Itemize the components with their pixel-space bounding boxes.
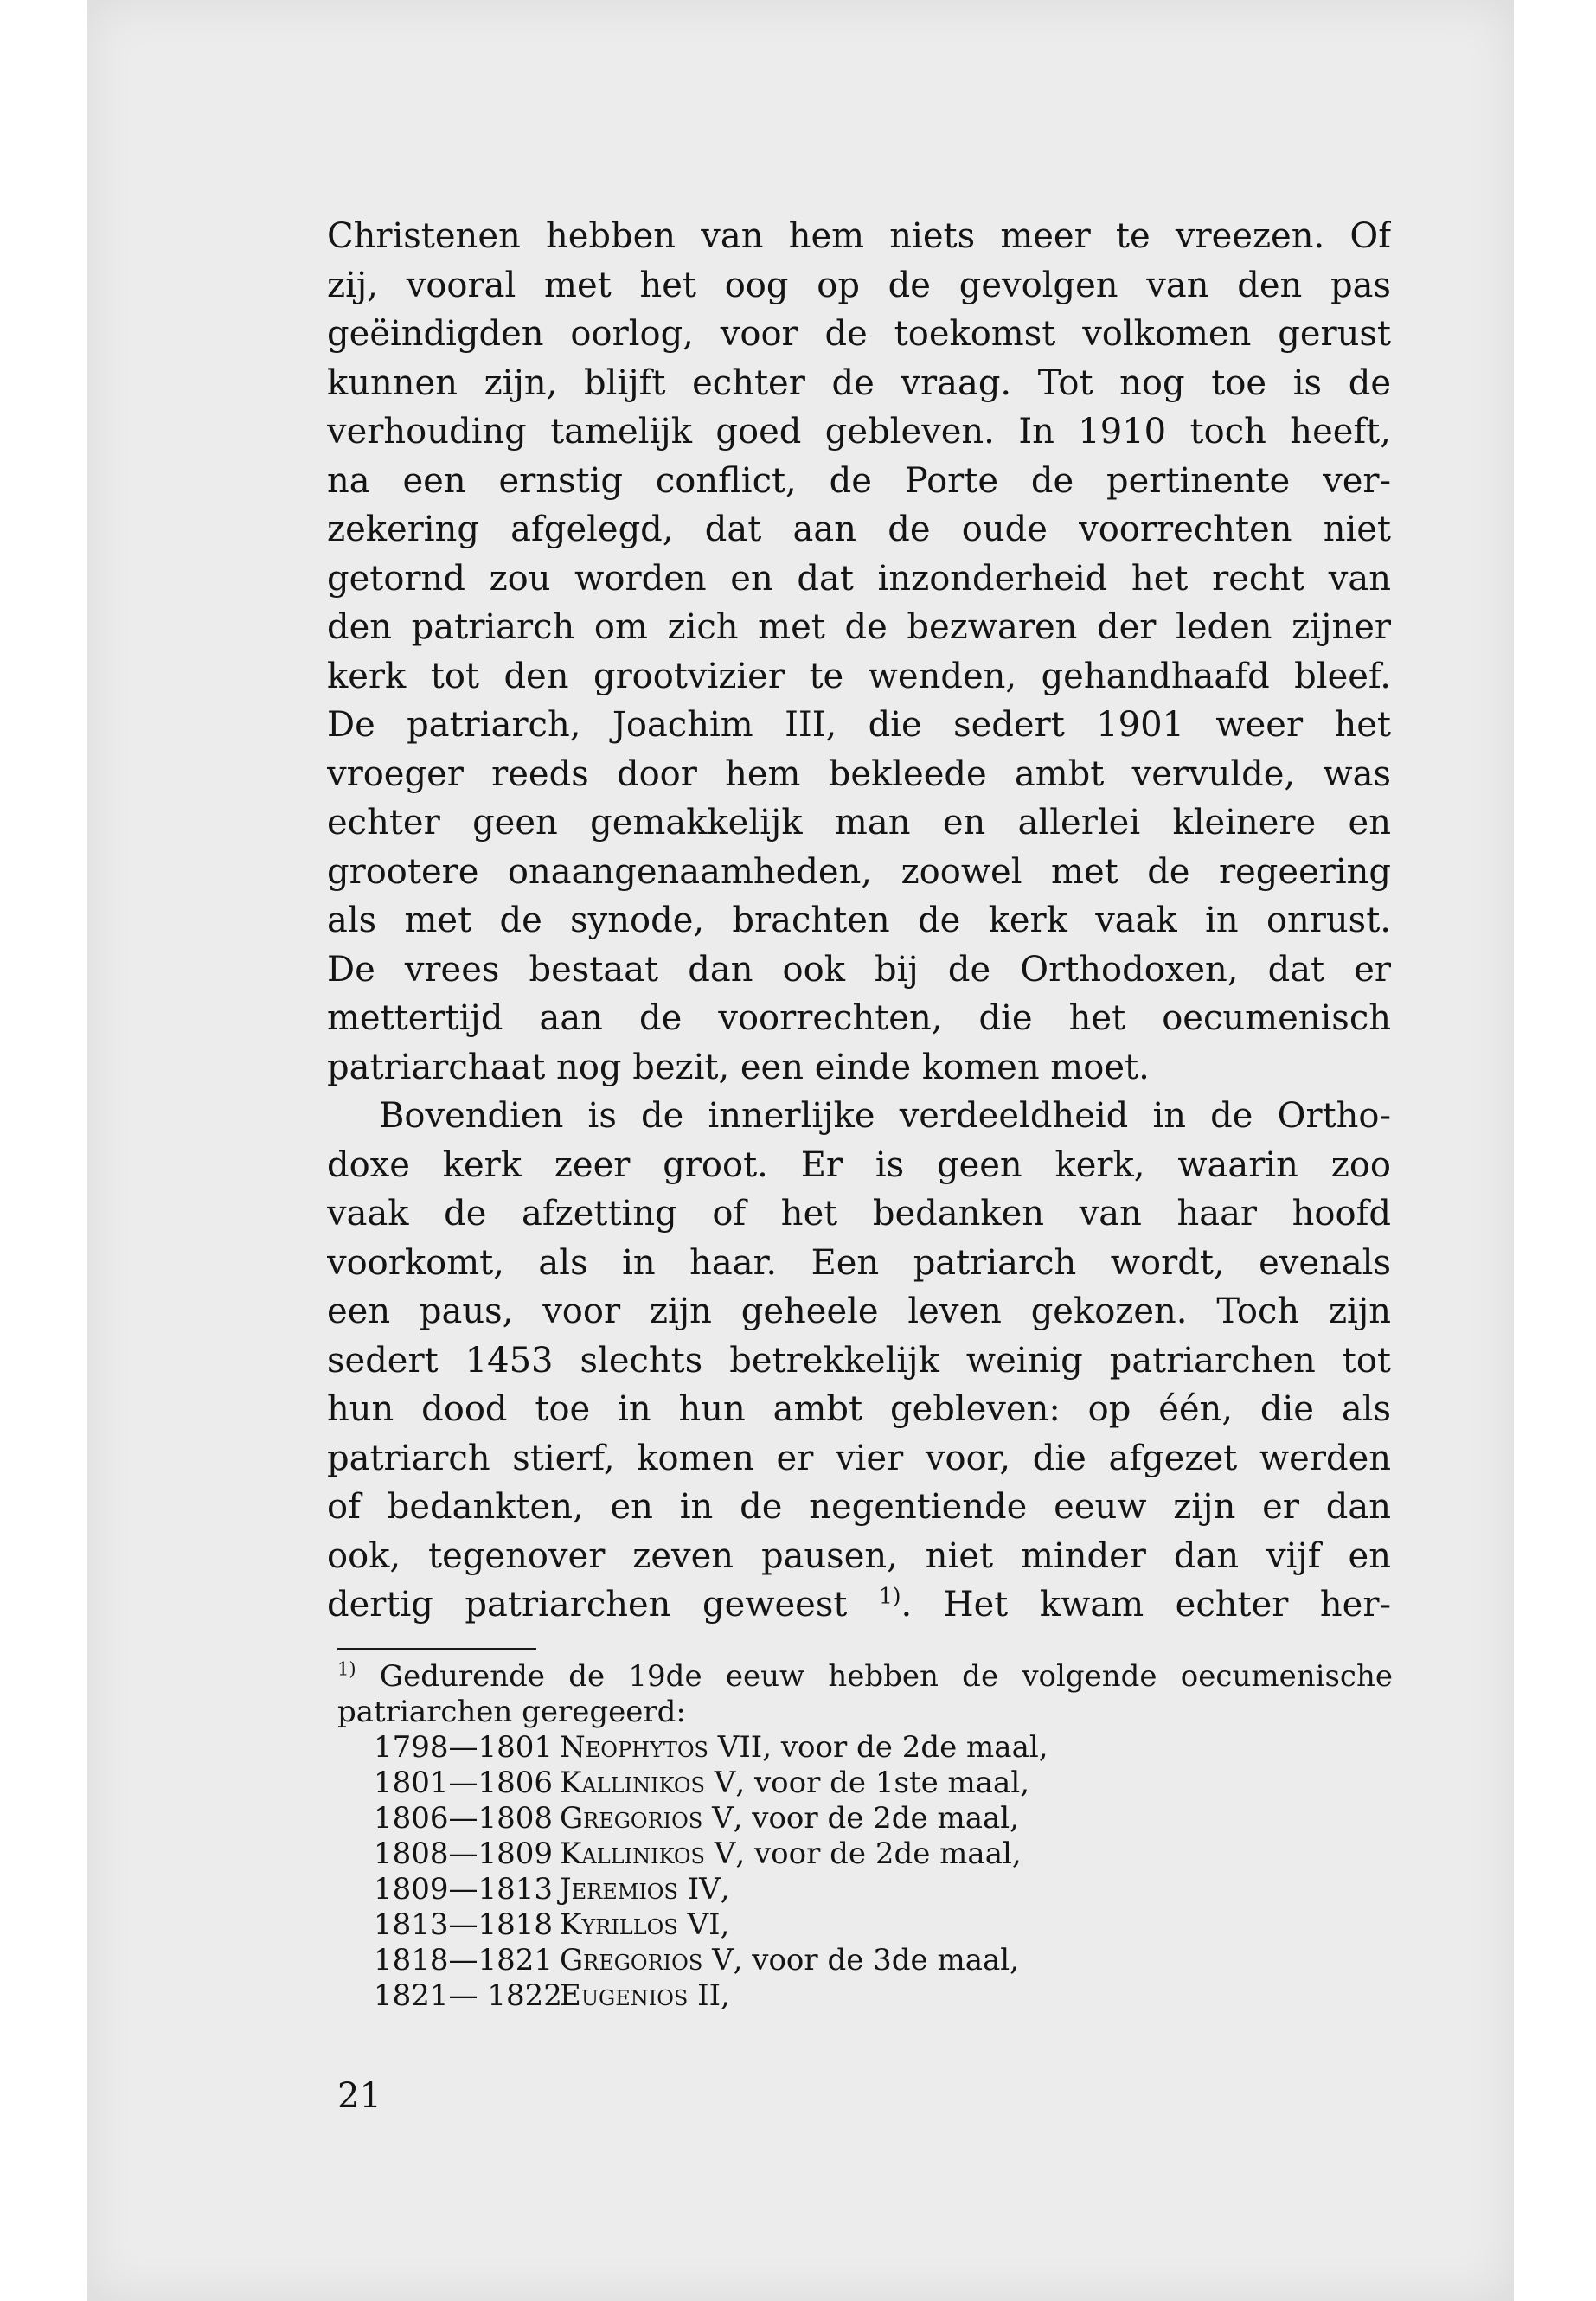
body-line-with-footnote-ref (327, 1580, 1391, 1630)
body-line: vaak de afzetting of het bedanken van haar hoofd (327, 1194, 1391, 1234)
entry-name: Kyrillos VI (560, 1907, 721, 1942)
entry-name: Neophytos VII (560, 1730, 763, 1765)
body-line: een paus, voor zijn geheele leven gekozen. Toch zijn (327, 1292, 1391, 1331)
body-line: geëindigden oorlog, voor de toekomst volkomen gerust (327, 314, 1391, 354)
body-line: patriarch stierf, komen er vier voor, die afgezet werden (327, 1438, 1391, 1478)
body-line: als met de synode, brachten de kerk vaak in onrust. (327, 901, 1391, 940)
body-line: De vrees bestaat dan ook bij de Orthodoxen, dat er (327, 949, 1391, 990)
body-line: kerk tot den grootvizier te wenden, gehandhaafd bleef. (327, 656, 1391, 696)
entry-note: , (720, 1872, 730, 1907)
body-line: of bedankten, en in de negentiende eeuw zijn er dan (327, 1487, 1391, 1527)
entry-years: 1806—1808 (374, 1801, 554, 1836)
entry-name: Gregorios V (560, 1801, 734, 1836)
body-line: mettertijd aan de voorrechten, die het oecumenisch (327, 998, 1391, 1038)
entry-note: , (720, 1907, 730, 1942)
body-line: na een ernstig conflict, de Porte de pertinente ver- (327, 460, 1391, 501)
body-line: ook, tegenover zeven pausen, niet minder dan vijf en (327, 1535, 1391, 1576)
body-line: getornd zou worden en dat inzonderheid het recht van (327, 558, 1391, 599)
body-line: zij, vooral met het oog op de gevolgen van den pas (327, 265, 1391, 305)
body-line: grootere onaangenaamheden, zoowel met de regeering (327, 851, 1391, 892)
footnote-entry (337, 1872, 1393, 1907)
entry-name: Gregorios V (560, 1943, 734, 1977)
entry-note: , voor de 2de maal, (735, 1836, 1022, 1871)
body-line: vroeger reeds door hem bekleede ambt vervulde, was (327, 753, 1391, 794)
body-line: De patriarch, Joachim III, die sedert 1901 weer het (327, 705, 1391, 745)
footnote-entry (337, 1836, 1393, 1872)
entry-note: , voor de 3de maal, (733, 1943, 1019, 1977)
body-line: hun dood toe in hun ambt gebleven: op één, die als (327, 1389, 1391, 1429)
footnote-entry (337, 1766, 1393, 1801)
footnote-intro-line: patriarchen geregeerd: (337, 1695, 686, 1729)
entry-years: 1798—1801 (374, 1730, 554, 1765)
body-line: echter geen gemakkelijk man en allerlei kleinere en (327, 803, 1391, 843)
entry-years: 1821— 1822 (374, 1978, 562, 2013)
entry-years: 1813—1818 (374, 1907, 554, 1942)
footnote-marker: 1) (337, 1657, 356, 1680)
entry-note: , (721, 1978, 730, 2013)
body-line-paragraph-start: Bovendien is de innerlijke verdeeldheid in de Ortho- (379, 1096, 1391, 1136)
footnote-intro-line (337, 1659, 1393, 1695)
body-line-text: dertig patriarchen geweest (327, 1585, 848, 1625)
body-line: sedert 1453 slechts betrekkelijk weinig patriarchen tot (327, 1340, 1391, 1381)
footnote-entry (337, 1801, 1393, 1836)
body-line: kunnen zijn, blijft echter de vraag. Tot nog toe is de (327, 362, 1391, 403)
entry-name: Jeremios IV (560, 1872, 721, 1907)
entry-name: Kallinikos V (560, 1836, 736, 1871)
entry-name: Eugenios II (560, 1978, 721, 2013)
entry-years: 1818—1821 (374, 1943, 554, 1977)
entry-years: 1809—1813 (374, 1872, 554, 1907)
body-line: zekering afgelegd, dat aan de oude voorrechten niet (327, 510, 1391, 549)
body-line: patriarchaat nog bezit, een einde komen moet. (327, 1047, 1150, 1087)
footnote-entry (337, 1730, 1393, 1766)
body-line: voorkomt, als in haar. Een patriarch wordt, evenals (327, 1242, 1391, 1283)
body-text (327, 212, 1391, 1630)
entry-name: Kallinikos V (560, 1766, 736, 1800)
entry-note: , voor de 1ste maal, (735, 1766, 1029, 1800)
body-line-text-after: . Het kwam echter her- (901, 1585, 1391, 1625)
footnote-intro-text: Gedurende de 19de eeuw hebben de volgende oecumenische (379, 1659, 1393, 1694)
footnote-entry (337, 1978, 1393, 2014)
entry-note: , voor de 2de maal, (733, 1801, 1019, 1836)
entry-years: 1801—1806 (374, 1766, 554, 1800)
footnote-entry (337, 1907, 1393, 1943)
footnote-divider (337, 1648, 536, 1650)
footnote (337, 1659, 1393, 2014)
body-line: verhouding tamelijk goed gebleven. In 1910 toch heeft, (327, 412, 1391, 452)
body-line: Christenen hebben van hem niets meer te vreezen. Of (327, 216, 1391, 256)
page-number: 21 (337, 2076, 381, 2116)
entry-note: , voor de 2de maal, (762, 1730, 1048, 1765)
footnote-entry (337, 1943, 1393, 1978)
entry-years: 1808—1809 (374, 1836, 554, 1871)
footnote-reference[interactable]: 1) (878, 1583, 901, 1609)
book-page (87, 0, 1514, 2301)
body-line: doxe kerk zeer groot. Er is geen kerk, waarin zoo (327, 1144, 1391, 1185)
body-line: den patriarch om zich met de bezwaren der leden zijner (327, 607, 1391, 647)
